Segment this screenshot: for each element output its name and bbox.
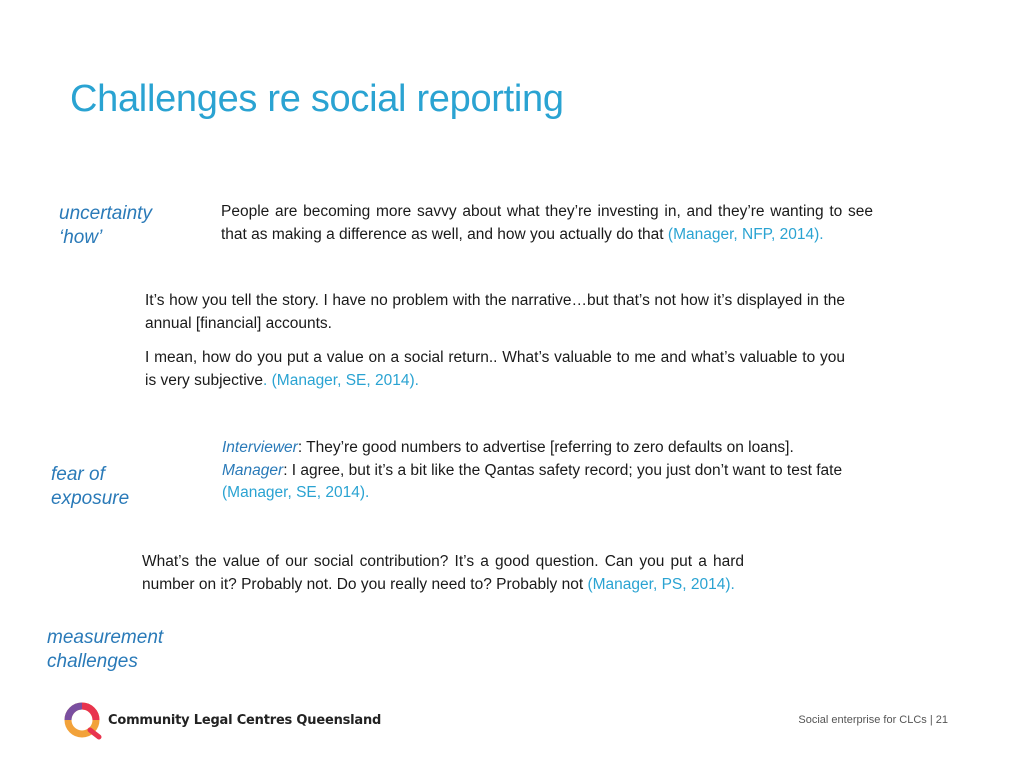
logo-text: Community Legal Centres Queensland bbox=[108, 712, 382, 728]
clcq-logo bbox=[62, 700, 381, 740]
slide-title: Challenges re social reporting bbox=[70, 78, 564, 120]
clcq-ring-logo-icon bbox=[62, 700, 102, 740]
quote-text: It’s how you tell the story. I have no problem with the narrative…but that’s not how it’s displayed in the annual [financial] accounts. bbox=[145, 292, 845, 332]
dialogue-text: : I agree, but it’s a bit like the Qantas safety record; you just don’t want to test fate bbox=[283, 461, 843, 479]
quote-citation: (Manager, SE, 2014). bbox=[222, 484, 370, 501]
quote-social-contribution bbox=[142, 551, 744, 596]
label-measurement-line1: measurement bbox=[47, 627, 164, 648]
quote-citation: (Manager, PS, 2014). bbox=[587, 575, 735, 593]
quote-tell-the-story bbox=[145, 290, 845, 335]
quote-qantas-dialogue bbox=[222, 437, 932, 505]
label-uncertainty-line2: ‘how’ bbox=[59, 227, 103, 248]
label-uncertainty-line1: uncertainty bbox=[59, 203, 152, 224]
quote-citation: . (Manager, SE, 2014). bbox=[263, 371, 419, 389]
dialogue-line-interviewer bbox=[222, 437, 932, 460]
quote-text: I mean, how do you put a value on a social return.. What’s valuable to me and what’s valuable to you is very subjective bbox=[145, 349, 845, 389]
label-exposure-line1: fear of bbox=[51, 464, 105, 485]
quote-text: What’s the value of our social contribution? It’s a good question. Can you put a hard number on it? Probably not. Do you really need to? Probably not bbox=[142, 553, 744, 593]
label-measurement-challenges bbox=[47, 626, 163, 674]
slide-footer: Social enterprise for CLCs | 21 bbox=[798, 714, 948, 726]
quote-social-return bbox=[145, 347, 845, 392]
label-uncertainty bbox=[59, 202, 152, 250]
dialogue-line-manager bbox=[222, 460, 932, 483]
speaker-manager: Manager bbox=[222, 461, 284, 479]
label-measurement-line2: challenges bbox=[47, 651, 138, 672]
speaker-interviewer: Interviewer bbox=[222, 439, 298, 456]
label-exposure-line2: exposure bbox=[51, 488, 130, 509]
quote-citation: (Manager, NFP, 2014). bbox=[667, 225, 824, 243]
label-fear-of-exposure bbox=[51, 463, 129, 511]
quote-savvy-investors bbox=[221, 201, 873, 246]
dialogue-text: : They’re good numbers to advertise [referring to zero defaults on loans]. bbox=[297, 439, 794, 456]
quote-text: People are becoming more savvy about what they’re investing in, and they’re wanting to see that as making a difference as well, and how you actually do that bbox=[221, 203, 873, 243]
